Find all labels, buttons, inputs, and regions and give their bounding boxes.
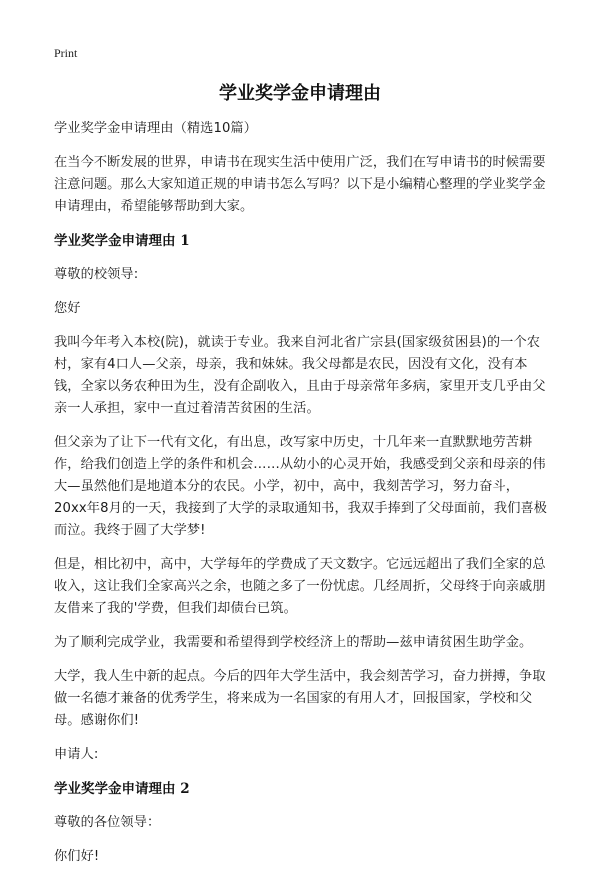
section-heading-2: 学业奖学金申请理由 2 xyxy=(54,781,190,797)
greeting-2: 你们好! xyxy=(54,849,100,864)
section-heading-1: 学业奖学金申请理由 1 xyxy=(54,233,190,249)
body-paragraph: 大学，我人生中新的起点。今后的四年大学生活中，我会刻苦学习，奋力拼搏，争取做一名德才兼备的优秀学生，将来成为一名国家的有用人才，回报国家，学校和父母。感谢你们! xyxy=(54,669,546,728)
salutation-2: 尊敬的各位领导： xyxy=(54,815,161,830)
salutation-1: 尊敬的校领导: xyxy=(54,267,139,282)
document-body xyxy=(54,118,550,880)
intro-paragraph: 在当今不断发展的世界，申请书在现实生活中使用广泛，我们在写申请书的时候需要注意问题。那么大家知道正规的申请书怎么写吗？以下是小编精心整理的学业奖学金申请理由，希望能够帮助到大家。 xyxy=(54,155,546,214)
signature-1: 申请人: xyxy=(54,747,99,762)
body-paragraph: 我叫今年考入本校(院)，就读于专业。我来自河北省广宗县(国家级贫困县)的一个农村，家有4口人—父亲，母亲，我和妹妹。我父母都是农民，因没有文化，没有本钱，全家以务农种田为生，没有企副收入，且由于母亲常年多病，家里开支几乎由父亲一人承担，家中一直过着清苦贫困的生活。 xyxy=(54,335,546,416)
page-title: 学业奖学金申请理由 xyxy=(219,83,381,104)
body-paragraph: 但是，相比初中，高中，大学每年的学费成了天文数字。它远远超出了我们全家的总收入，这让我们全家高兴之余，也随之多了一份忧虑。几经周折，父母终于向亲戚朋友借来了我的'学费，但我们却债台已筑。 xyxy=(54,557,546,616)
body-paragraph: 为了顺利完成学业，我需要和希望得到学校经济上的帮助—兹申请贫困生助学金。 xyxy=(54,635,533,650)
print-link[interactable]: Print xyxy=(54,46,78,60)
body-paragraph: 但父亲为了让下一代有文化，有出息，改写家中历史，十几年来一直默默地劳苦耕作，给我们创造上学的条件和机会……从幼小的心灵开始，我感受到父亲和母亲的伟大—虽然他们是地道本分的农民。小学，初中，高中，我刻苦学习，努力奋斗，20xx年8月的一天，我接到了大学的录取通知书，我双手捧到了父母面前，我们喜极而泣。我终于圆了大学梦! xyxy=(54,435,548,538)
greeting-1: 您好 xyxy=(54,301,81,316)
subtitle: 学业奖学金申请理由（精选10篇） xyxy=(54,121,258,136)
